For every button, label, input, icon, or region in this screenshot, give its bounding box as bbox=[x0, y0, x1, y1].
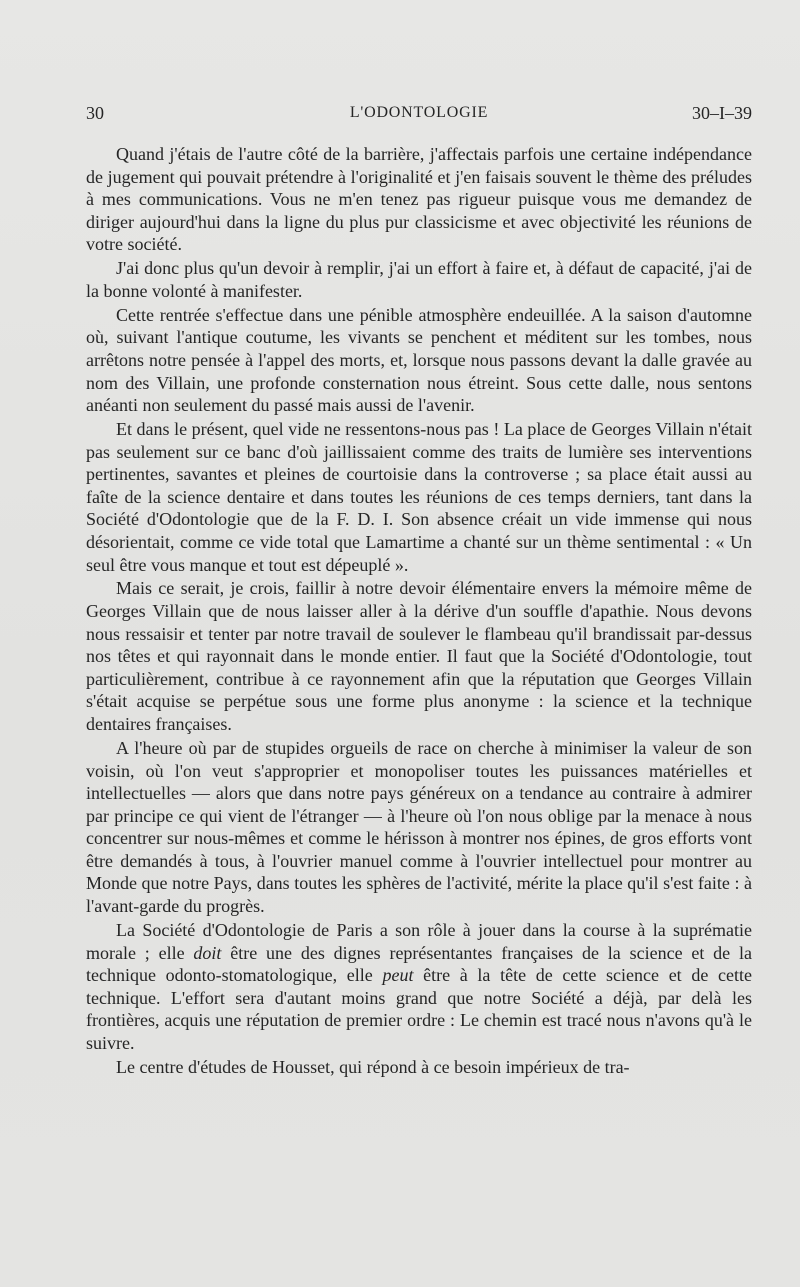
paragraph-5: Mais ce serait, je crois, faillir à notre devoir élémentaire envers la mémoire même de Georges Villain que de nous laisser aller à la dérive d'un souffle d'apathie. Nous devons nous ressaisir et tenter par notre travail de soulever le flambeau qu'il brandissait par-dessus nos têtes et qui rayonnait dans le monde entier. Il faut que la Société d'Odontologie, tout particulièrement, contribue à ce rayonnement afin que la réputation que Georges Villain s'était acquise se perpétue sous une forme plus anonyme : la science et la technique dentaires françaises. bbox=[86, 578, 752, 735]
paragraph-2: J'ai donc plus qu'un devoir à remplir, j'ai un effort à faire et, à défaut de capacité, j'ai de la bonne volonté à manifester. bbox=[86, 258, 752, 301]
paragraph-7 bbox=[86, 919, 752, 1055]
paragraph-7-part-1: La Société d'Odontologie de Paris a son rôle à jouer dans la course à la suprématie morale ; elle bbox=[86, 919, 752, 963]
paragraph-1: Quand j'étais de l'autre côté de la barrière, j'affectais parfois une certaine indépendance de jugement qui pouvait prétendre à l'originalité et j'en faisais souvent le thème des préludes à mes communications. Vous ne m'en tenez pas rigueur puisque vous me demandez de diriger aujourd'hui dans la ligne du plus pur classicisme et avec objectivité les réunions de votre société. bbox=[86, 144, 752, 255]
issue-date: 30–I–39 bbox=[692, 103, 752, 123]
paragraph-7-part-3: être à la tête de cette science et de cette technique. L'effort sera d'autant moins grand que notre Société a déjà, par delà les frontières, acquis une réputation de premier ordre : Le chemin est tracé nous n'avons qu'à le suivre. bbox=[86, 965, 752, 1053]
paragraph-7-part-2: être une des dignes représentantes françaises de la science et de la technique odonto-stomatologique, elle bbox=[86, 942, 752, 986]
page-header bbox=[86, 100, 752, 126]
paragraph-6: A l'heure où par de stupides orgueils de race on cherche à minimiser la valeur de son voisin, où l'on veut s'approprier et monopoliser toutes les puissances matérielles et intellectuelles — alors que dans notre pays généreux on a tendance au contraire à admirer par principe ce qui vient de l'étranger — à l'heure où l'on nous oblige par la menace à nous concentrer sur nous-mêmes et comme le hérisson à montrer nos épines, de gros efforts vont être demandés à tous, à l'ouvrier manuel comme à l'ouvrier intellectuel pour montrer au Monde que notre Pays, dans toutes les sphères de l'activité, mérite la place qu'il s'est faite : à l'avant-garde du progrès. bbox=[86, 737, 752, 917]
paragraph-4: Et dans le présent, quel vide ne ressentons-nous pas ! La place de Georges Villain n'était pas seulement sur ce banc d'où jaillissaient comme des traits de lumière ses interventions pertinentes, savantes et pleines de courtoisie dans la controverse ; sa place était aussi au faîte de la science dentaire et dans toutes les réunions de ces temps derniers, tant dans la Société d'Odontologie que de la F. D. I. Son absence créait un vide immense qui nous désorientait, comme ce vide total que Lamartime a chanté sur un thème sentimental : « Un seul être vous manque et tout est dépeuplé ». bbox=[86, 419, 752, 575]
article-body bbox=[86, 143, 752, 1078]
italic-peut: peut bbox=[382, 965, 414, 986]
italic-doit: doit bbox=[193, 942, 222, 963]
running-title: L'ODONTOLOGIE bbox=[349, 104, 489, 121]
page-number: 30 bbox=[86, 103, 104, 123]
paragraph-8: Le centre d'études de Housset, qui répond à ce besoin impérieux de tra- bbox=[116, 1056, 630, 1077]
paragraph-3: Cette rentrée s'effectue dans une pénible atmosphère endeuillée. A la saison d'automne où, suivant l'antique coutume, les vivants se penchent et méditent sur les tombes, nous arrêtons notre pensée à l'appel des morts, et, lorsque nous passons devant la dalle gravée au nom des Villain, une profonde consternation nous étreint. Sous cette dalle, nous sentons anéanti non seulement du passé mais aussi de l'avenir. bbox=[86, 304, 752, 416]
